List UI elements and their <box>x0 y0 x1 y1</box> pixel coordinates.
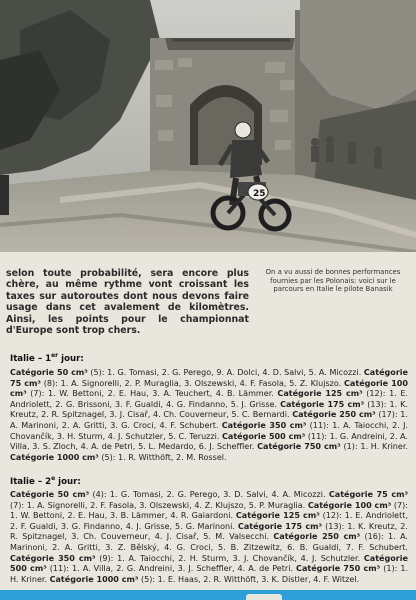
result-entry: Catégorie 250 cm³ (16): 1. A. Marinoni, 2. A. Gritti, 3. Z. Bělský, 4. G. Croci, 5. B. Zitzewitz, 6. B. Gualdi, 7. F. Schubert. <box>10 532 408 552</box>
result-entry: Catégorie 100 cm³ (7): 1. W. Bettoni, 2. E. Hau, 3. A. Teuchert, 4. B. Lämmer. <box>10 378 408 399</box>
result-entry: Catégorie 1000 cm³ (5): 1. E. Haas, 2. R. Witthöft, 3. K. Distler, 4. F. Witzel. <box>49 574 360 584</box>
race-number-plate: 25 <box>253 189 266 199</box>
result-entry: Catégorie 500 cm³ (11): 1. G. Andreini, 2. A. Villa, 3. S. Zloch, 4. A. de Petri, 5. L. Medardo, 6. J. Scheffler. <box>10 431 408 452</box>
section-title-day-1: Italie – 1er jour: <box>10 352 84 364</box>
result-entry: Catégorie 75 cm³ (8): 1. A. Signorelli, 2. P. Muraglia, 3. Olszewski, 4. F. Fasola, 5. Z. Klujszo. <box>10 368 409 388</box>
result-entry: Catégorie 175 cm³ (13): 1. K. Kreutz, 2. R. Spitznagel, 3. J. Cisař, 4. Ch. Couverneur, 5. C. Bernardi. <box>10 399 408 420</box>
result-entry: Catégorie 175 cm³ (13): 1. K. Kreutz, 2. R. Spitznagel, 3. Ch. Couverneur, 4. J. Cisař, 5. M. Valsecchi. <box>10 521 408 542</box>
footer-notch <box>246 594 282 600</box>
results-day-2 <box>10 490 408 585</box>
result-entry: Catégorie 125 cm³ (12): 1. E. Andriolett, 2. F. Gualdi, 3. G. Findanno, 4. J. Grisse, 5. G. Marinoni. <box>10 511 408 531</box>
result-entry: Catégorie 250 cm³ (17): 1. A. Marinoni, 2. A. Gritti, 3. G. Croci, 4. F. Schubert. <box>10 410 408 430</box>
footer-accent-bar <box>0 590 416 600</box>
result-entry: Catégorie 500 cm³ (11): 1. A. Villa, 2. G. Andreini, 3. J. Scheffler, 4. A. de Petri. <box>10 553 408 574</box>
result-entry: Catégorie 750 cm³ (1): 1. H. Kriner. <box>257 442 408 452</box>
article-paragraph: selon toute probabilité, sera encore plus chère, au même rythme vont croissant les taxes sur autoroutes dont nous devons faire usage dans cet avalement de kilomètres. Ainsi, les points pour le championnat d'Europe sont trop chers. <box>6 268 249 337</box>
result-entry: Catégorie 100 cm³ (7): 1. W. Bettoni, 2. E. Hau, 3. B. Lämmer, 4. R. Gaiardoni. <box>10 500 408 521</box>
result-entry: Catégorie 50 cm³ (5): 1. G. Tomasi, 2. G. Perego, 9. A. Dolci, 4. D. Salvi, 5. A. Micozzi. <box>10 368 364 377</box>
result-entry: Catégorie 1000 cm³ (5): 1. R. Witthöft, 2. M. Rossel. <box>10 452 227 462</box>
results-day-1 <box>10 368 408 463</box>
photo-illustration <box>0 0 416 252</box>
result-entry: Catégorie 350 cm³ (11): 1. A. Taiocchi, 2. J. Chovančík, 3. H. Sturm, 4. J. Schutzler, 5. C. Teruzzi. <box>10 420 409 441</box>
result-entry: Catégorie 750 cm³ (1): 1. H. Kriner. <box>10 564 409 584</box>
result-entry: Catégorie 75 cm³ (7): 1. A. Signorelli, 2. F. Fasola, 3. Olszewski, 4. Z. Klujszo, 5. P. Muraglia. <box>10 490 409 510</box>
section-title-day-2: Italie – 2e jour: <box>10 475 81 487</box>
result-entry: Catégorie 350 cm³ (9): 1. A. Taiocchi, 2. H. Sturm, 3. J. Chovančík, 4. J. Schutzler. <box>10 553 364 563</box>
result-entry: Catégorie 50 cm³ (4): 1. G. Tomasi, 2. G. Perego, 3. D. Salvi, 4. A. Micozzi. <box>10 490 329 499</box>
result-entry: Catégorie 125 cm³ (12): 1. E. Andriolett, 2. G. Brissoni, 3. F. Gualdi, 4. G. Findanno, 5. J. Grisse. <box>10 389 408 409</box>
photo-caption: On a vu aussi de bonnes performances fournies par les Polonais: voici sur le parcours en Italie le pilote Banasik <box>265 268 401 294</box>
photo-rider-stone-gate <box>0 0 416 252</box>
